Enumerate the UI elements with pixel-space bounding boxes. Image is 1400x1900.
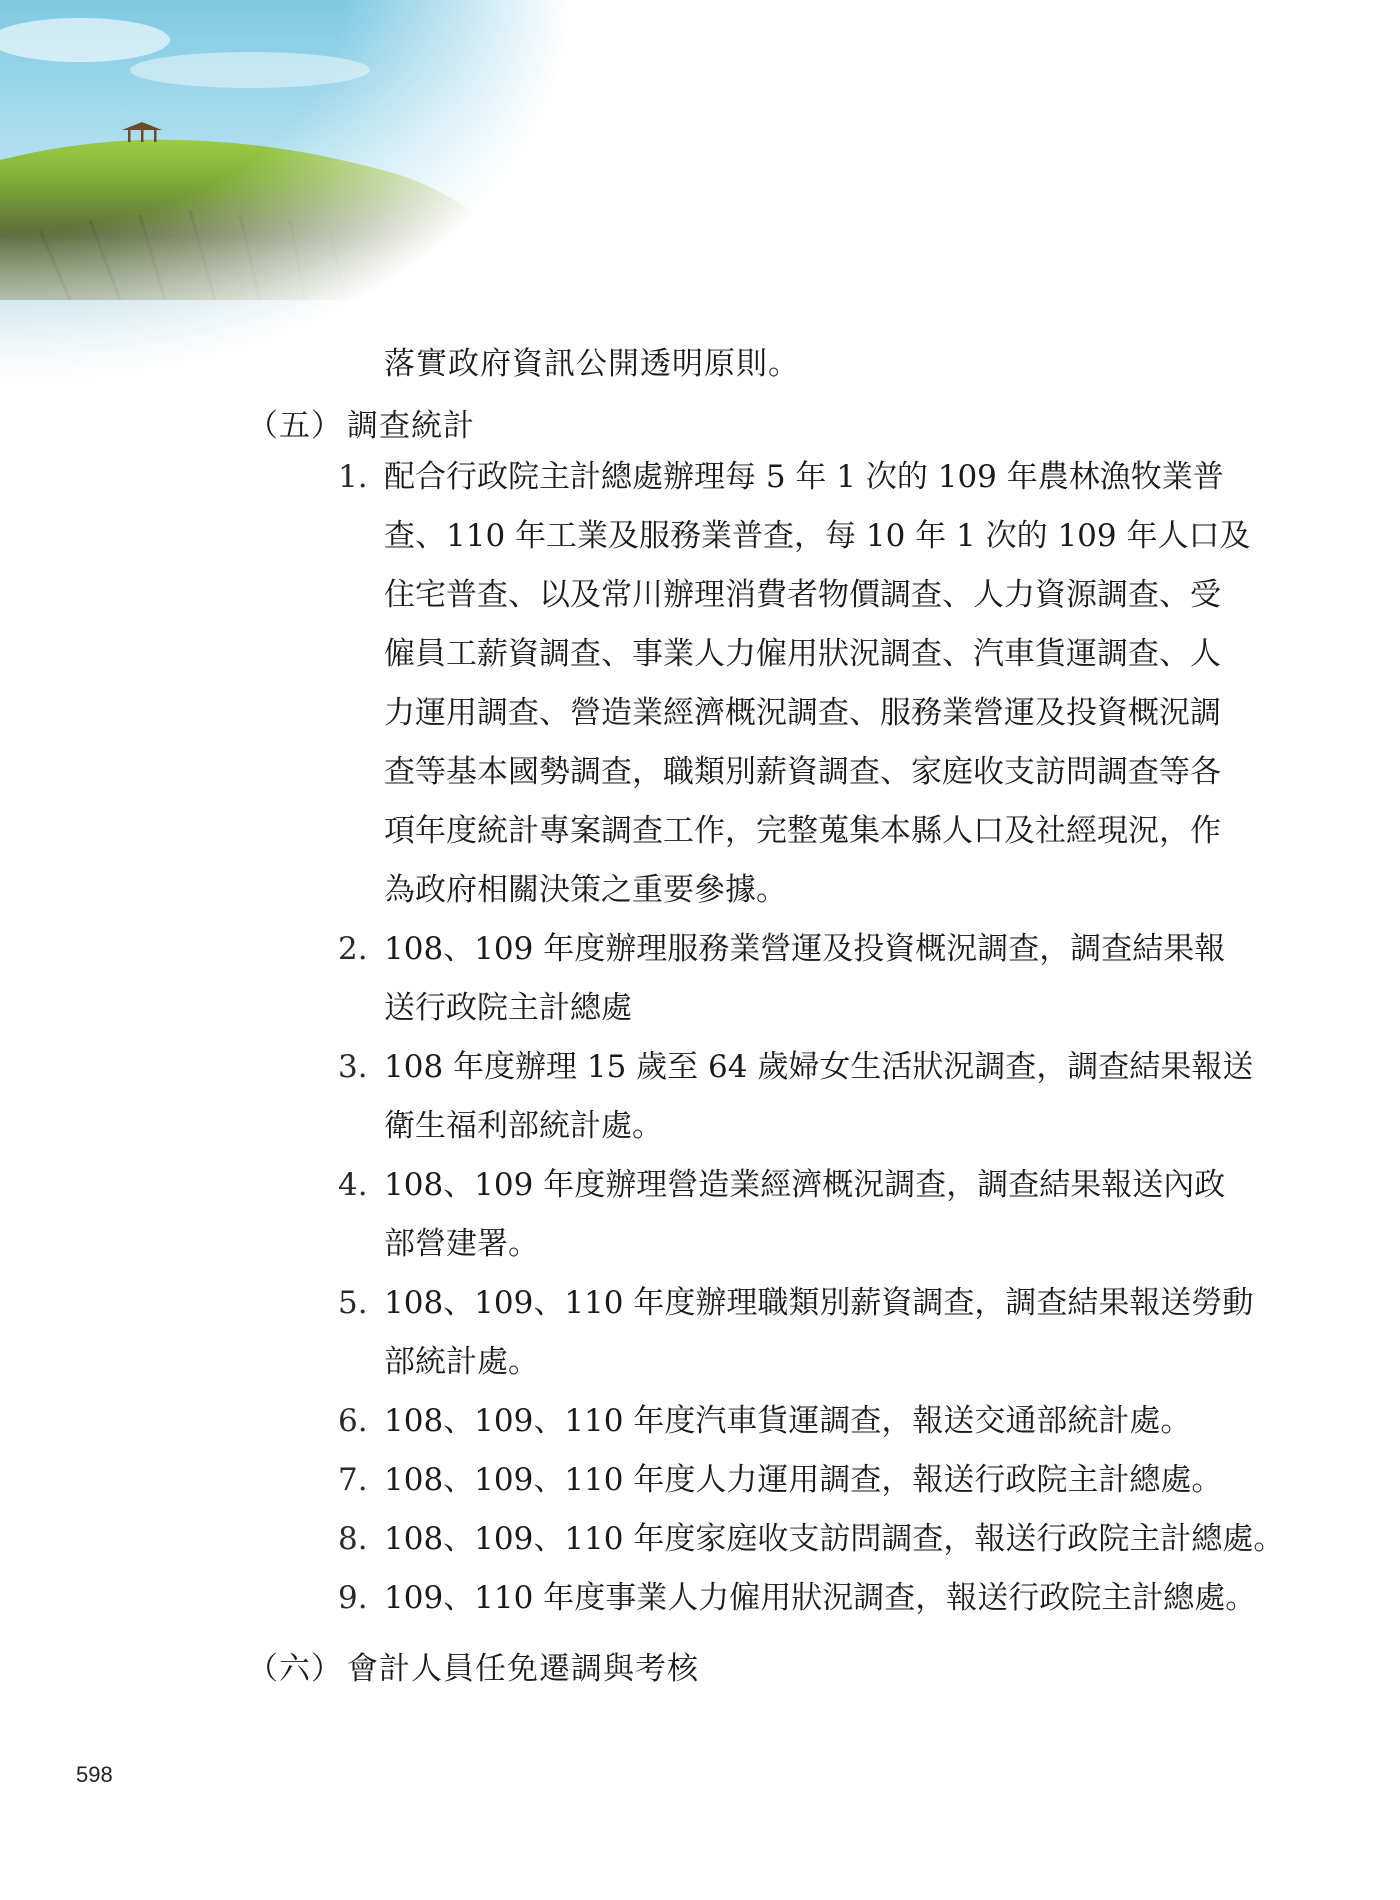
- item-text-line: 送行政院主計總處: [384, 990, 632, 1026]
- item-text-line: 108、109 年度辦理服務業營運及投資概況調查，調查結果報: [384, 931, 1226, 967]
- item-text-line: 項年度統計專案調查工作，完整蒐集本縣人口及社經現況，作: [384, 813, 1221, 849]
- list-item-6: [338, 1392, 1238, 1451]
- item-text-line: 108 年度辦理 15 歲至 64 歲婦女生活狀況調查，調查結果報送: [384, 1049, 1254, 1085]
- item-text-line: 配合行政院主計總處辦理每 5 年 1 次的 109 年農林漁牧業普: [384, 459, 1224, 495]
- list-item-9: [338, 1569, 1257, 1628]
- item-number: 7.: [338, 1462, 368, 1498]
- list-item-4: [338, 1156, 1238, 1274]
- section-title: 調查統計: [347, 408, 475, 444]
- list-item-8: [338, 1510, 1285, 1569]
- item-text-line: 查等基本國勢調查，職類別薪資調查、家庭收支訪問調查等各: [384, 754, 1221, 790]
- item-text-line: 108、109、110 年度辦理職類別薪資調查，調查結果報送勞動: [384, 1285, 1254, 1321]
- item-number: 5.: [338, 1285, 368, 1321]
- item-text-line: 衛生福利部統計處。: [384, 1108, 663, 1144]
- section-heading-6: [247, 1643, 699, 1688]
- item-text-line: 109、110 年度事業人力僱用狀況調查，報送行政院主計總處。: [384, 1580, 1257, 1616]
- item-text-line: 查、110 年工業及服務業普查，每 10 年 1 次的 109 年人口及: [384, 518, 1251, 554]
- item-number: 6.: [338, 1403, 368, 1439]
- section-title: 會計人員任免遷調與考核: [347, 1651, 699, 1687]
- section-number: （六）: [247, 1651, 343, 1687]
- item-text-line: 部營建署。: [384, 1226, 539, 1262]
- item-number: 3.: [338, 1049, 368, 1085]
- section-number: （五）: [247, 408, 343, 444]
- continued-paragraph-text: 落實政府資訊公開透明原則。: [384, 346, 800, 382]
- item-text-line: 108、109 年度辦理營造業經濟概況調查，調查結果報送內政: [384, 1167, 1226, 1203]
- section-heading-5: [247, 400, 475, 445]
- list-item-1: [338, 448, 1251, 920]
- list-item-2: [338, 920, 1238, 1038]
- item-number: 9.: [338, 1580, 368, 1616]
- item-text-line: 部統計處。: [384, 1344, 539, 1380]
- item-text-line: 108、109、110 年度家庭收支訪問調查，報送行政院主計總處。: [384, 1521, 1285, 1557]
- item-text-line: 力運用調查、營造業經濟概況調查、服務業營運及投資概況調: [384, 695, 1221, 731]
- item-text-line: 僱員工薪資調查、事業人力僱用狀況調查、汽車貨運調查、人: [384, 636, 1221, 672]
- page-number: 598: [76, 1762, 113, 1787]
- list-item-3: [338, 1038, 1254, 1156]
- list-item-5: [338, 1274, 1254, 1392]
- item-text-line: 住宅普查、以及常川辦理消費者物價調查、人力資源調查、受: [384, 577, 1221, 613]
- item-number: 4.: [338, 1167, 368, 1203]
- item-text-line: 108、109、110 年度人力運用調查，報送行政院主計總處。: [384, 1462, 1223, 1498]
- item-text-line: 為政府相關決策之重要參據。: [384, 872, 787, 908]
- item-number: 1.: [338, 459, 368, 495]
- item-number: 8.: [338, 1521, 368, 1557]
- item-text-line: 108、109、110 年度汽車貨運調查，報送交通部統計處。: [384, 1403, 1192, 1439]
- list-item-7: [338, 1451, 1238, 1510]
- item-number: 2.: [338, 931, 368, 967]
